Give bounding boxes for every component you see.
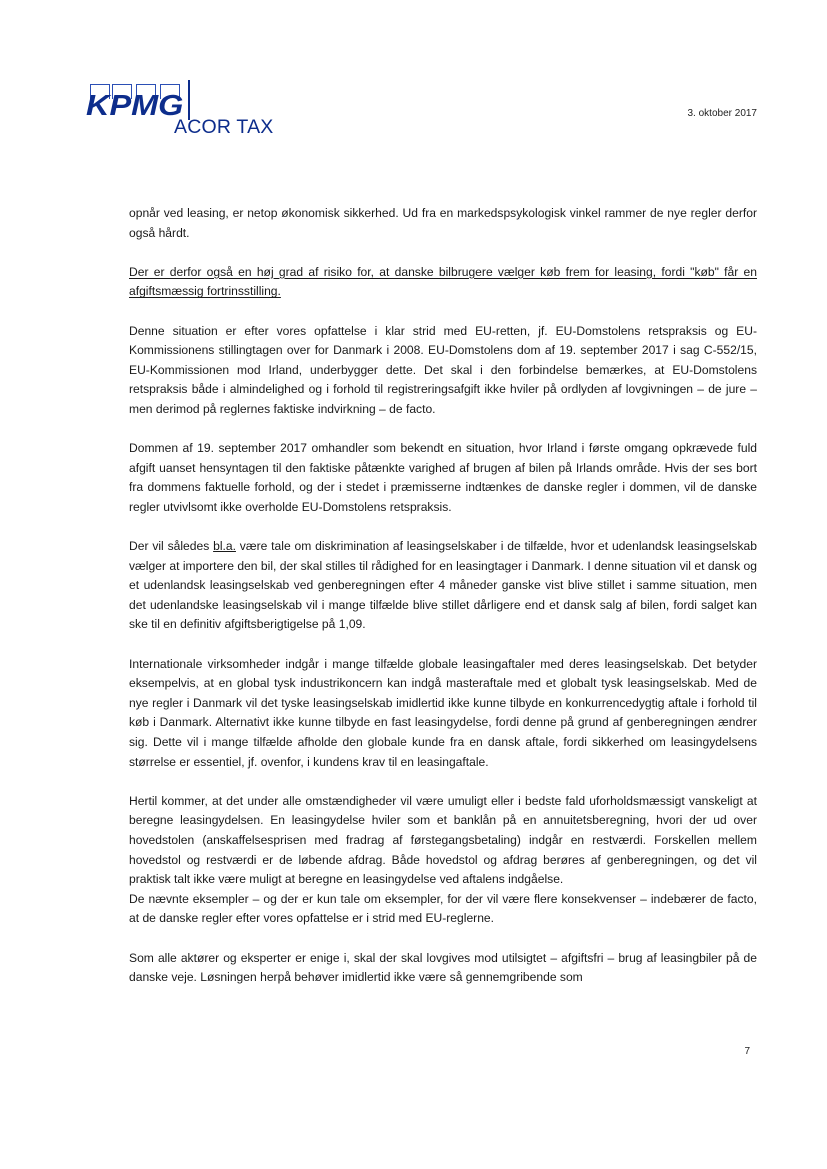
paragraph-6: Internationale virksomheder indgår i mange tilfælde globale leasingaftaler med deres leasingselskab. Det betyder eksempelvis, at en global tysk industrikoncern kan indgå masteraftale med et globalt tysk leasingselskab. Med de nye regler i Danmark vil det tyske leasingselskab imidlertid ikke kunne tilbyde en konkurrencedygtig aftale i forhold til køb i Danmark. Alternativt ikke kunne tilbyde en fast leasingydelse, fordi denne på grund af genberegningen ændrer sig. Dette vil i mange tilfælde afholde den globale kunde fra en dansk aftale, fordi sikkerhed om leasingydelsens størrelse er essentiel, jf. ovenfor, i kundens krav til en leasingaftale.: [129, 656, 757, 769]
paragraph-1: opnår ved leasing, er netop økonomisk sikkerhed. Ud fra en markedspsykologisk vinkel rammer de nye regler derfor også hårdt.: [129, 206, 757, 240]
logo-kpmg-text: KPMG: [86, 90, 184, 122]
document-body: [129, 204, 757, 1007]
kpmg-acor-tax-logo: [86, 80, 286, 142]
paragraph-9: Som alle aktører og eksperter er enige i, skal der skal lovgives mod utilsigtet – afgiftsfri – brug af leasingbiler på de danske veje. Løsningen herpå behøver imidlertid ikke være så gennemgribende som: [129, 950, 757, 985]
logo-subtitle: ACOR TAX: [174, 116, 274, 138]
paragraph-3: Denne situation er efter vores opfattelse i klar strid med EU-retten, jf. EU-Domstolens retspraksis og EU-Kommissionens stillingtagen over for Danmark i 2008. EU-Domstolens dom af 19. september 2017 i sag C-552/15, EU-Kommissionen mod Irland, underbygger dette. Det skal i den forbindelse bemærkes, at EU-Domstolens retspraksis både i almindelighed og i forhold til registreringsafgift ikke hviler på ordlyden af lovgivningen – de jure – men derimod på reglernes faktiske indvirkning – de facto.: [129, 323, 757, 416]
logo-bar: [188, 80, 190, 120]
paragraph-4: Dommen af 19. september 2017 omhandler som bekendt en situation, hvor Irland i første omgang opkrævede fuld afgift uanset hensyntagen til den faktiske påtænkte varighed af brugen af bilen på Irlands område. Hvis der ses bort fra dommens faktuelle forhold, og der i stedet i præmisserne indtænkes de danske regler i dommen, vil de danske regler utvivlsomt ikke overholde EU-Domstolens retspraksis.: [129, 441, 757, 514]
paragraph-5-rest: være tale om diskrimination af leasingselskaber i de tilfælde, hvor et udenlandsk leasingselskab vælger at importere den bil, der skal stilles til rådighed for en leasingtager i Danmark. I denne situation vil et dansk og et udenlandsk leasingselskab ved genberegningen efter 4 måneder ganske vist blive stillet i samme situation, men det udenlandske leasingselskab vil i mange tilfælde blive stillet dårligere end et dansk salg af bilen, fordi salget kan ske til en definitiv afgiftsberigtigelse på 1,09.: [129, 539, 757, 632]
paragraph-8: De nævnte eksempler – og der er kun tale om eksempler, for der vil være flere konsekvenser – indebærer de facto, at de danske regler efter vores opfattelse er i strid med EU-reglerne.: [129, 891, 757, 926]
paragraph-5-start: Der vil således: [129, 539, 214, 554]
paragraph-7: Hertil kommer, at det under alle omstændigheder vil være umuligt eller i bedste fald uforholdsmæssigt vanskeligt at beregne leasingydelsen. En leasingydelse hviler som et banklån på en annuitetsberegning, hvori der ud over hovedstolen (anskaffelsesprisen med fradrag af førstegangsbetaling) indgår en restværdi. Forskellen mellem hovedstol og restværdi er de løbende afdrag. Både hovedstol og afdrag berøres af genberegningen, og det vil praktisk talt ikke være muligt at beregne en leasingydelse ved aftalens indgåelse.: [129, 793, 757, 887]
paragraph-5: [129, 537, 757, 635]
paragraph-2-underlined: Der er derfor også en høj grad af risiko for, at danske bilbrugere vælger køb frem for leasing, fordi "køb" får en afgiftsmæssig fortrinsstilling.: [129, 264, 757, 299]
document-date: 3. oktober 2017: [687, 108, 757, 119]
paragraph-5-underlined-abbrev: bl.a.: [213, 539, 236, 554]
page-number: 7: [744, 1046, 750, 1057]
